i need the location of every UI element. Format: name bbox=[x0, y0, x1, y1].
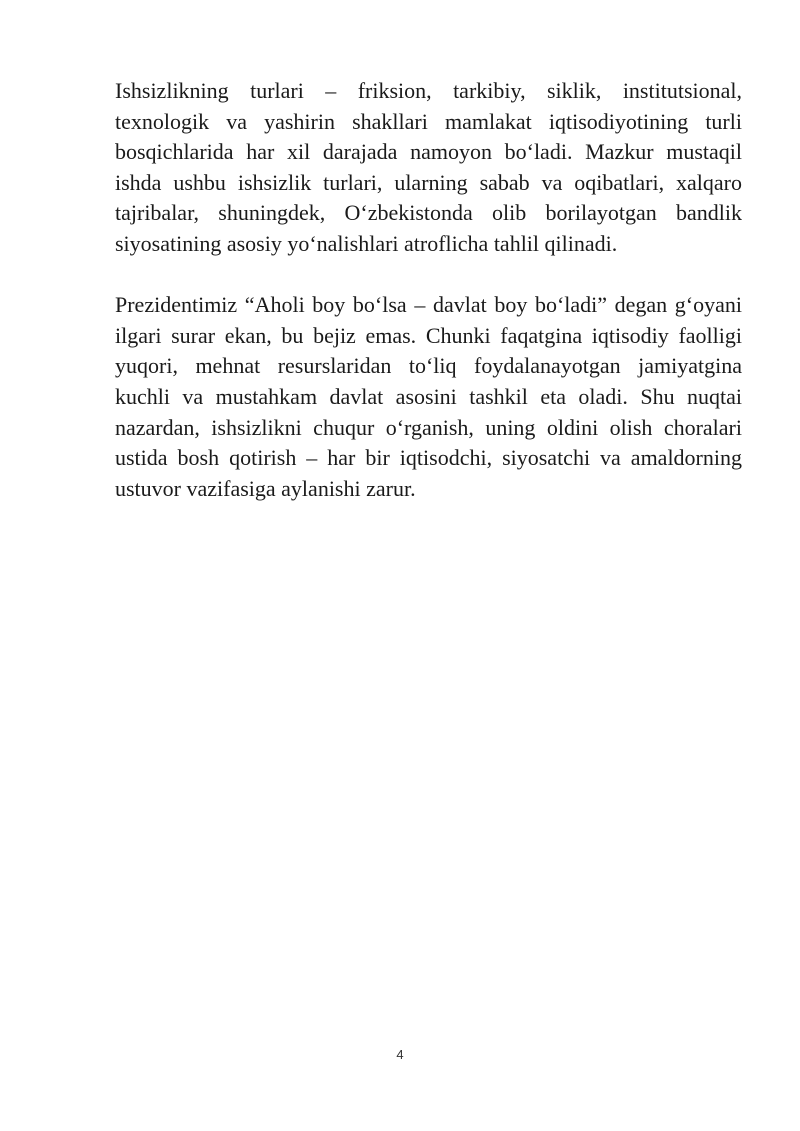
paragraph-unemployment-types: Ishsizlikning turlari – friksion, tarkibiy, siklik, institutsional, texnologik va yashirin shakllari mamlakat iqtisodiyotining turli bosqichlarida har xil darajada namoyon bo‘ladi. Mazkur mustaqil ishda ushbu ishsizlik turlari, ularning sabab va oqibatlari, xalqaro tajribalar, shuningdek, O‘zbekistonda olib borilayotgan bandlik siyosatining asosiy yo‘nalishlari atroflicha tahlil qilinadi. bbox=[115, 78, 742, 256]
body-text bbox=[115, 76, 742, 504]
page-number: 4 bbox=[396, 1047, 404, 1062]
paragraph-president-quote: Prezidentimiz “Aholi boy bo‘lsa – davlat boy bo‘ladi” degan g‘oyani ilgari surar ekan, bu bejiz emas. Chunki faqatgina iqtisodiy faolligi yuqori, mehnat resurslaridan to‘liq foydalanayotgan jamiyatgina kuchli va mustahkam davlat asosini tashkil eta oladi. Shu nuqtai nazardan, ishsizlikni chuqur o‘rganish, uning oldini olish choralari ustida bosh qotirish – har bir iqtisodchi, siyosatchi va amaldorning ustuvor vazifasiga aylanishi zarur. bbox=[115, 292, 742, 501]
